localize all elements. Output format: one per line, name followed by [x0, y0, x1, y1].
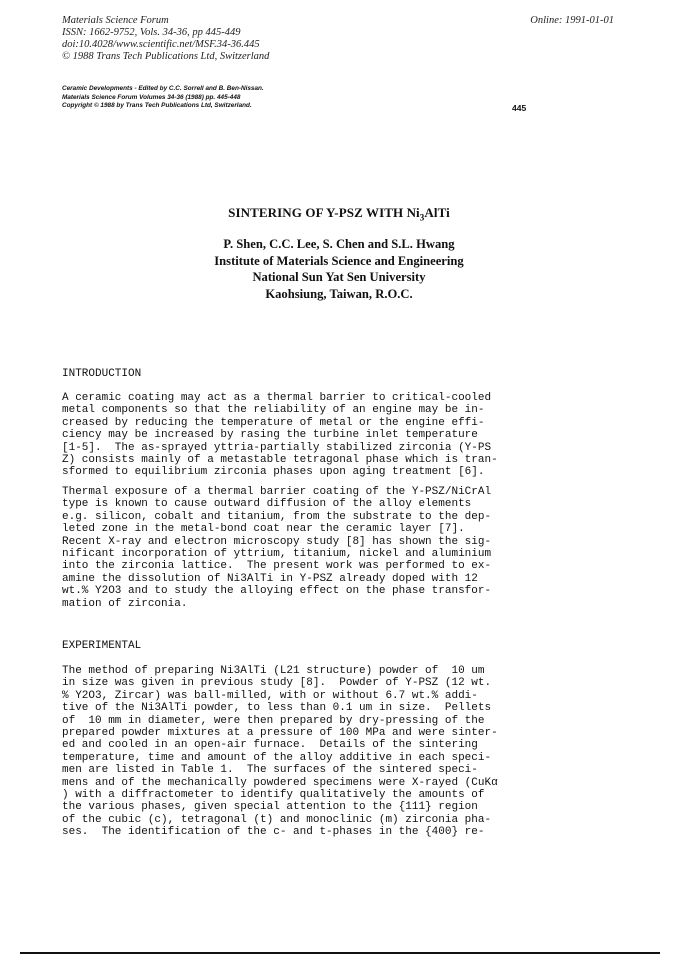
- journal-issn: ISSN: 1662-9752, Vols. 34-36, pp 445-449: [62, 27, 241, 38]
- text-line: tive of the Ni3AlTi powder, to less than 0.1 um in size. Pellets: [62, 702, 492, 715]
- text-line: [1-5]. The as-sprayed yttria-partially stabilized zirconia (Y-PS: [62, 441, 492, 454]
- text-line: wt.% Y2O3 and to study the alloying effect on the phase transfor-: [62, 585, 492, 598]
- title-text-end: AlTi: [424, 205, 450, 220]
- credit-block: [62, 85, 264, 111]
- text-line: ses. The identification of the c- and t-phases in the {400} re-: [62, 826, 485, 839]
- text-line: of 10 mm in diameter, were then prepared by dry-pressing of the: [62, 714, 485, 727]
- text-line: amine the dissolution of Ni3AlTi in Y-PSZ already doped with 12: [62, 572, 478, 585]
- intro-paragraph-2: [62, 486, 592, 610]
- author-names: P. Shen, C.C. Lee, S. Chen and S.L. Hwang: [223, 237, 455, 251]
- intro-paragraph-1: [62, 392, 592, 479]
- page-bottom-rule: [20, 952, 660, 954]
- text-line: into the zirconia lattice. The present work was performed to ex-: [62, 560, 492, 573]
- journal-doi[interactable]: doi:10.4028/www.scientific.net/MSF.34-36.445: [62, 39, 260, 50]
- text-line: men are listed in Table 1. The surfaces of the sintered speci-: [62, 764, 478, 777]
- text-line: the various phases, given special attention to the {111} region: [62, 801, 478, 814]
- section-heading-introduction: INTRODUCTION: [62, 368, 142, 380]
- text-line: temperature, time and amount of the alloy additive in each speci-: [62, 751, 492, 764]
- affiliation-line: Kaohsiung, Taiwan, R.O.C.: [265, 286, 413, 301]
- text-line: A ceramic coating may act as a thermal barrier to critical-cooled: [62, 392, 492, 404]
- text-line: metal components so that the reliability of an engine may be in-: [62, 404, 485, 417]
- text-line: Recent X-ray and electron microscopy study [8] has shown the sig-: [62, 535, 492, 548]
- journal-header: [62, 15, 269, 63]
- affiliation-line: Institute of Materials Science and Engineering: [214, 253, 464, 268]
- journal-copyright: © 1988 Trans Tech Publications Ltd, Switzerland: [62, 51, 270, 62]
- paper-title: [0, 205, 678, 223]
- text-line: Z) consists mainly of a metastable tetragonal phase which is tran-: [62, 454, 498, 467]
- experimental-paragraph-1: [62, 665, 592, 839]
- text-line: ciency may be increased by rasing the turbine inlet temperature: [62, 429, 478, 442]
- text-line: of the cubic (c), tetragonal (t) and monoclinic (m) zirconia pha-: [62, 813, 492, 826]
- page-number: 445: [512, 103, 527, 113]
- journal-name: Materials Science Forum: [62, 15, 169, 26]
- text-line: prepared powder mixtures at a pressure of 100 MPa and were sinter-: [62, 727, 498, 740]
- text-line: e.g. silicon, cobalt and titanium, from the substrate to the dep-: [62, 510, 492, 523]
- text-line: in size was given in previous study [8]. Powder of Y-PSZ (12 wt.: [62, 677, 492, 690]
- title-subscript: 3: [419, 212, 425, 223]
- affiliation-line: National Sun Yat Sen University: [252, 270, 426, 284]
- text-line: ed and cooled in an open-air furnace. Details of the sintering: [62, 739, 478, 752]
- text-line: Thermal exposure of a thermal barrier coating of the Y-PSZ/NiCrAl: [62, 486, 492, 498]
- text-line: % Y2O3, Zircar) was ball-milled, with or without 6.7 wt.% addi-: [62, 689, 478, 702]
- credit-line: Copyright © 1988 by Trans Tech Publications Ltd, Switzerland.: [62, 102, 252, 110]
- text-line: leted zone in the metal-bond coat near the ceramic layer [7].: [62, 523, 465, 536]
- text-line: mens and of the mechanically powdered specimens were X-rayed (CuKα: [62, 776, 498, 789]
- text-line: type is known to cause outward diffusion of the alloy elements: [62, 498, 472, 511]
- text-line: sformed to equilibrium zirconia phases upon aging treatment [6].: [62, 466, 485, 479]
- text-line: The method of preparing Ni3AlTi (L21 structure) powder of 10 um: [62, 665, 485, 677]
- credit-line: Materials Science Forum Volumes 34-36 (1988) pp. 445-448: [62, 93, 241, 101]
- online-date: Online: 1991-01-01: [530, 15, 614, 26]
- text-line: mation of zirconia.: [62, 597, 188, 610]
- text-line: nificant incorporation of yttrium, titanium, nickel and aluminium: [62, 548, 492, 561]
- author-block: [0, 236, 678, 302]
- section-heading-experimental: EXPERIMENTAL: [62, 640, 142, 652]
- title-text: SINTERING OF Y-PSZ WITH Ni: [228, 205, 420, 220]
- text-line: ) with a diffractometer to identify qualitatively the amounts of: [62, 789, 485, 802]
- text-line: creased by reducing the temperature of metal or the engine effi-: [62, 416, 485, 429]
- credit-line: Ceramic Developments - Edited by C.C. Sorrell and B. Ben-Nissan.: [62, 85, 264, 92]
